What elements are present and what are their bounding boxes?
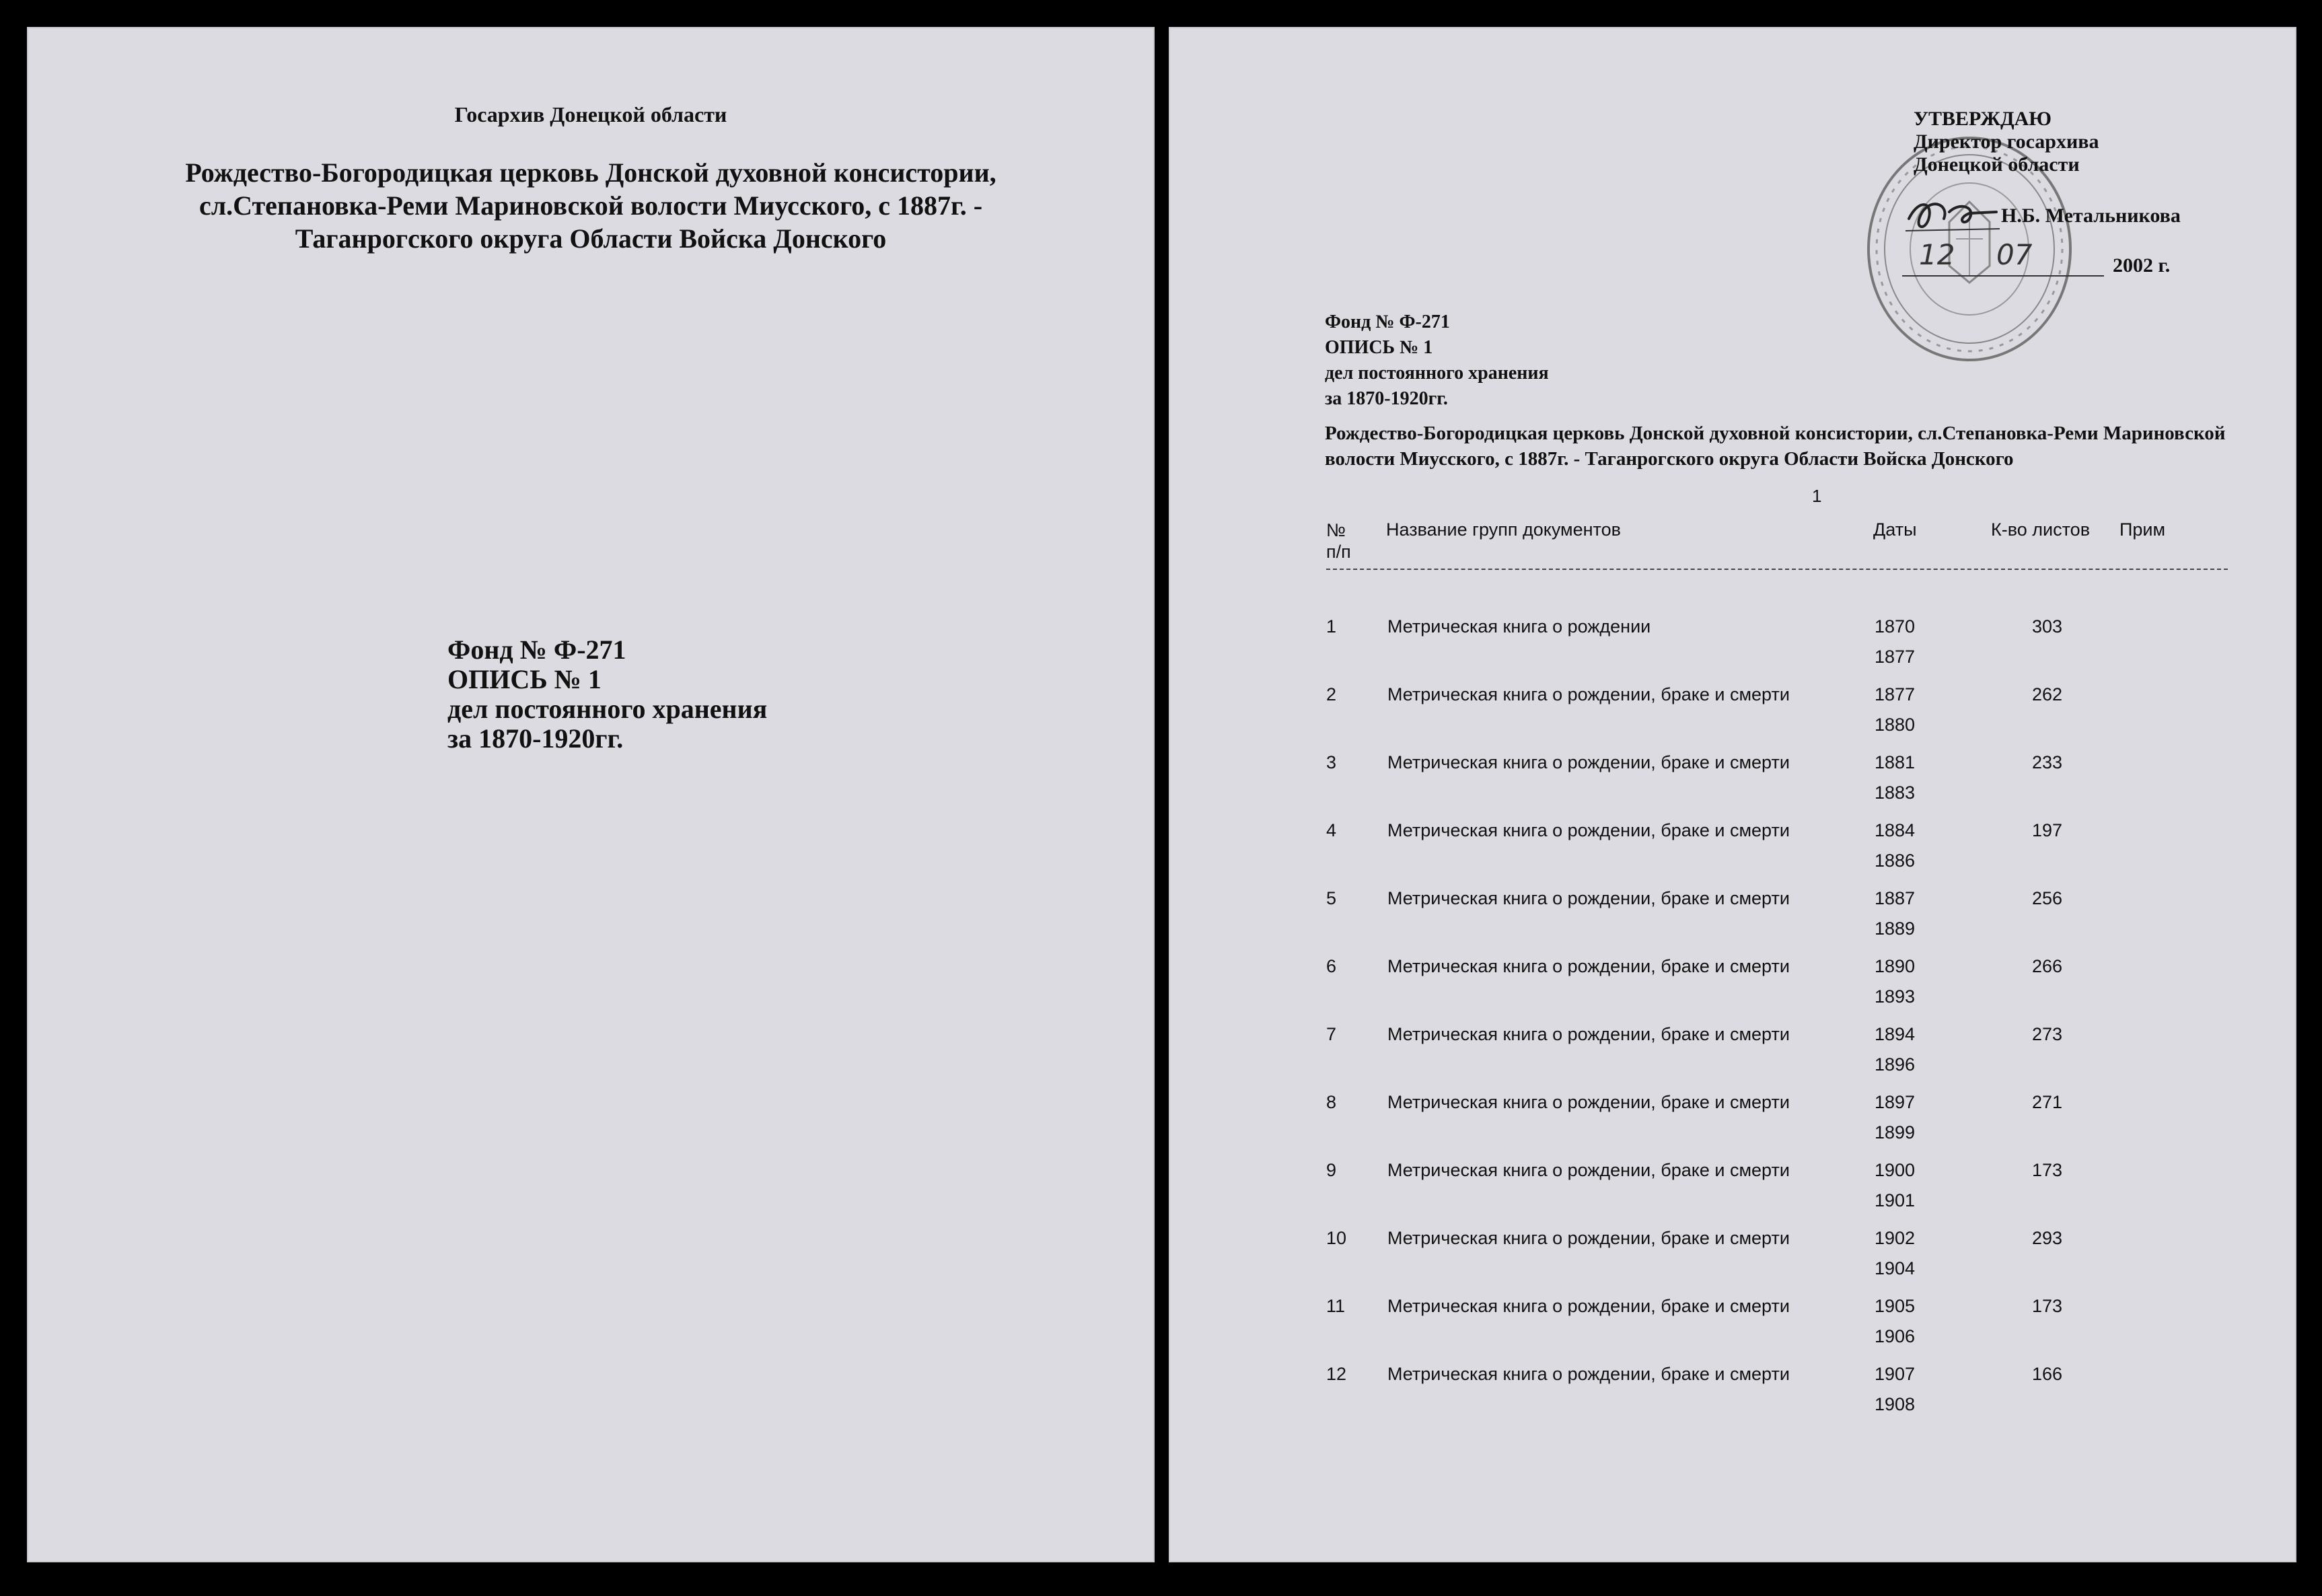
- row-title: Метрическая книга о рождении, браке и смерти: [1387, 956, 1790, 976]
- header-number: [1326, 519, 1351, 563]
- row-title: Метрическая книга о рождении, браке и смерти: [1387, 684, 1790, 704]
- table-row: [1169, 1364, 2296, 1432]
- row-title: Метрическая книга о рождении, браке и смерти: [1387, 888, 1790, 908]
- row-date-to: 1899: [1875, 1122, 1916, 1142]
- row-date-from: 1870: [1875, 616, 1916, 637]
- header-note: Прим: [2119, 519, 2166, 540]
- header-dates: Даты: [1873, 519, 1917, 540]
- row-date-to: 1877: [1875, 647, 1916, 667]
- approval-day: 12: [1919, 238, 1955, 271]
- header-number-line2: п/п: [1326, 542, 1351, 562]
- table-row: [1169, 616, 2296, 684]
- row-number: 7: [1326, 1024, 1337, 1044]
- row-sheets: 266: [2032, 956, 2063, 976]
- row-sheets: 166: [2032, 1364, 2063, 1384]
- row-number: 10: [1326, 1228, 1347, 1248]
- header-sheets: К-во листов: [1991, 519, 2091, 540]
- approval-year: 2002 г.: [2113, 254, 2171, 277]
- header-name: Название групп документов: [1386, 519, 1621, 540]
- row-number: 8: [1326, 1092, 1337, 1112]
- row-date-to: 1883: [1875, 783, 1916, 803]
- row-sheets: 233: [2032, 752, 2063, 772]
- row-number: 1: [1326, 616, 1337, 637]
- row-date-to: 1904: [1875, 1258, 1916, 1278]
- table-row: [1169, 684, 2296, 752]
- table-row: [1169, 820, 2296, 888]
- right-page: [1169, 27, 2296, 1562]
- table-row: [1169, 1092, 2296, 1160]
- row-sheets: 262: [2032, 684, 2063, 704]
- table-row: [1169, 1228, 2296, 1296]
- header-number-line1: №: [1326, 520, 1346, 540]
- row-sheets: 303: [2032, 616, 2063, 637]
- row-title: Метрическая книга о рождении, браке и смерти: [1387, 1296, 1790, 1316]
- row-title: Метрическая книга о рождении, браке и смерти: [1387, 1160, 1790, 1180]
- archive-name: Госархив Донецкой области: [454, 102, 727, 126]
- fond-number: Фонд № Ф-271: [447, 634, 626, 665]
- period: за 1870-1920гг.: [447, 723, 624, 754]
- header-divider: [1326, 569, 2228, 570]
- fond-block: [1325, 310, 1549, 412]
- row-date-from: 1907: [1875, 1364, 1916, 1384]
- date-underline: [1902, 275, 2104, 277]
- fond-number: Фонд № Ф-271: [1325, 312, 1450, 332]
- fond-block: [447, 635, 767, 754]
- row-title: Метрическая книга о рождении, браке и смерти: [1387, 752, 1790, 772]
- table-row: [1169, 752, 2296, 820]
- row-date-from: 1902: [1875, 1228, 1916, 1248]
- row-number: 2: [1326, 684, 1337, 704]
- approver-position-line2: Донецкой области: [1914, 153, 2080, 176]
- row-sheets: 197: [2032, 820, 2063, 840]
- row-title: Метрическая книга о рождении, браке и смерти: [1387, 1092, 1790, 1112]
- inventory-subject: Рождество-Богородицкая церковь Донской духовной консистории, сл.Степановка-Реми Мариновской волости Миусского, с 1887г. - Таганрогского округа Области Войска Донского: [1325, 423, 2226, 470]
- row-title: Метрическая книга о рождении, браке и смерти: [1387, 1228, 1790, 1248]
- row-date-to: 1908: [1875, 1394, 1916, 1414]
- row-date-from: 1881: [1875, 752, 1916, 772]
- row-title: Метрическая книга о рождении, браке и смерти: [1387, 1024, 1790, 1044]
- row-sheets: 173: [2032, 1160, 2063, 1180]
- row-date-from: 1897: [1875, 1092, 1916, 1112]
- table-row: [1169, 1296, 2296, 1364]
- row-date-from: 1877: [1875, 684, 1916, 704]
- period: за 1870-1920гг.: [1325, 388, 1448, 409]
- row-number: 9: [1326, 1160, 1337, 1180]
- row-sheets: 293: [2032, 1228, 2063, 1248]
- table-row: [1169, 956, 2296, 1024]
- row-number: 12: [1326, 1364, 1347, 1384]
- opis-number: ОПИСЬ № 1: [447, 664, 602, 694]
- row-date-to: 1893: [1875, 986, 1916, 1007]
- left-page: [27, 27, 1155, 1562]
- row-title: Метрическая книга о рождении, браке и смерти: [1387, 1364, 1790, 1384]
- row-number: 11: [1326, 1296, 1346, 1316]
- row-date-from: 1887: [1875, 888, 1916, 908]
- row-date-from: 1884: [1875, 820, 1916, 840]
- approval-heading: УТВЕРЖДАЮ: [1914, 108, 2052, 130]
- row-title: Метрическая книга о рождении: [1387, 616, 1651, 637]
- row-date-from: 1905: [1875, 1296, 1916, 1316]
- row-date-to: 1901: [1875, 1190, 1916, 1210]
- page-number: 1: [1812, 486, 1822, 506]
- signature-icon: [1902, 192, 2003, 239]
- row-sheets: 271: [2032, 1092, 2063, 1112]
- row-date-to: 1880: [1875, 715, 1916, 735]
- row-number: 6: [1326, 956, 1337, 976]
- approver-position-line1: Директор госархива: [1914, 131, 2099, 153]
- approval-month: 07: [1996, 238, 2033, 271]
- row-date-to: 1889: [1875, 918, 1916, 939]
- approval-block: [1914, 108, 2099, 176]
- table-row: [1169, 1024, 2296, 1092]
- row-date-to: 1886: [1875, 850, 1916, 871]
- storage-type: дел постоянного хранения: [1325, 363, 1549, 384]
- table-row: [1169, 888, 2296, 956]
- row-number: 4: [1326, 820, 1337, 840]
- row-number: 3: [1326, 752, 1337, 772]
- storage-type: дел постоянного хранения: [447, 694, 768, 724]
- row-number: 5: [1326, 888, 1337, 908]
- document-title: Рождество-Богородицкая церковь Донской духовной консистории, сл.Степановка-Реми Мариновской волости Миусского, с 1887г. - Таганрогского округа Области Войска Донского: [185, 157, 996, 254]
- row-sheets: 173: [2032, 1296, 2063, 1316]
- row-date-from: 1890: [1875, 956, 1916, 976]
- row-sheets: 273: [2032, 1024, 2063, 1044]
- row-date-from: 1894: [1875, 1024, 1916, 1044]
- opis-number: ОПИСЬ № 1: [1325, 337, 1433, 358]
- row-date-to: 1906: [1875, 1326, 1916, 1346]
- approver-name: Н.Б. Метальникова: [2001, 205, 2181, 227]
- row-sheets: 256: [2032, 888, 2063, 908]
- row-date-from: 1900: [1875, 1160, 1916, 1180]
- table-row: [1169, 1160, 2296, 1228]
- row-date-to: 1896: [1875, 1054, 1916, 1075]
- row-title: Метрическая книга о рождении, браке и смерти: [1387, 820, 1790, 840]
